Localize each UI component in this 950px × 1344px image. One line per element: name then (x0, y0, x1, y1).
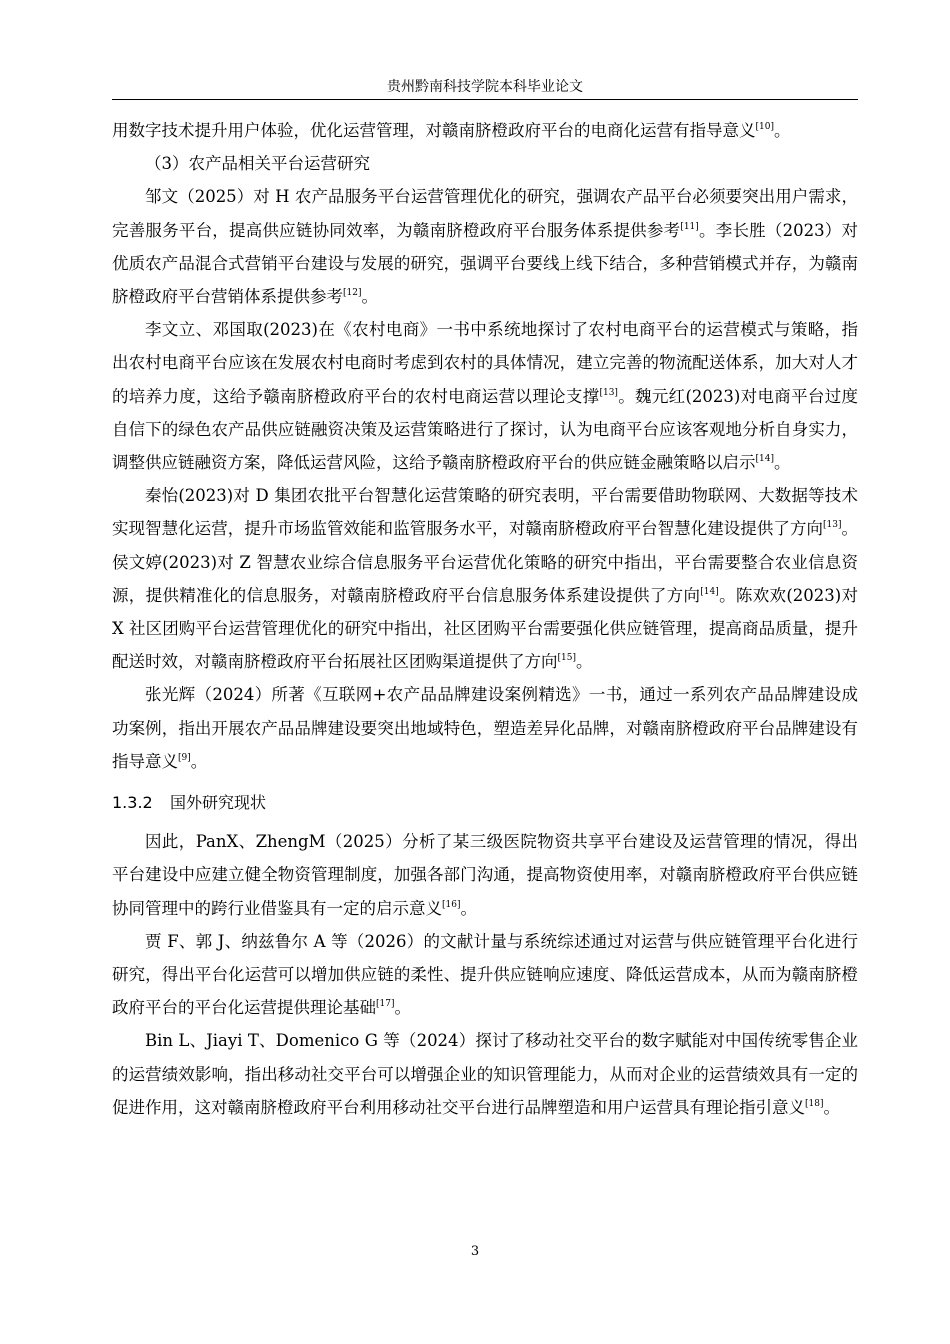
paragraph-panx: 因此，PanX、ZhengM（2025）分析了某三级医院物资共享平台建设及运营管理的情况，得出平台建设中应建立健全物资管理制度，加强各部门沟通，提高物资使用率，对赣南脐橙政府平台供应链协同管理中的跨行业借鉴具有一定的启示意义[16]。 (112, 832, 858, 918)
citation: [14] (755, 454, 774, 465)
paragraph-jiaf: 贾 F、郭 J、纳兹鲁尔 A 等（2026）的文献计量与系统综述通过对运营与供应链管理平台化进行研究，得出平台化运营可以增加供应链的柔性、提升供应链响应速度、降低运营成本，从而为赣南脐橙政府平台的平台化运营提供理论基础[17]。 (112, 931, 858, 1018)
page-number: 3 (470, 1244, 480, 1259)
paragraph-liwenli: 李文立、邓国取(2023)在《农村电商》一书中系统地探讨了农村电商平台的运营模式与策略，指出农村电商平台应该在发展农村电商时考虑到农村的具体情况，建立完善的物流配送体系，加大对人才的培养力度，这给予赣南脐橙政府平台的农村电商运营以理论支撑[13]。魏元红(2023)对电商平台过度自信下的绿色农产品供应链融资决策及运营策略进行了探讨，认为电商平台应该客观地分析自身实力，调整供应链融资方案，降低运营风险，这给予赣南脐橙政府平台的供应链金融策略以启示[14]。 (112, 320, 859, 473)
citation: [14] (700, 586, 719, 597)
citation: [10] (755, 122, 774, 132)
section-number: 1.3.2 (112, 793, 153, 813)
paragraph-qinyi: 秦怡(2023)对 D 集团农批平台智慧化运营策略的研究表明，平台需要借助物联网、大数据等技术实现智慧化运营，提升市场监管效能和监管服务水平，对赣南脐橙政府平台智慧化建设提供了方向[13]。侯文婷(2023)对 Z 智慧农业综合信息服务平台运营优化策略的研究中指出，平台需要整合农业信息资源，提供精准化的信息服务，对赣南脐橙政府平台信息服务体系建设提供了方向[14]。陈欢欢(2023)对 X 社区团购平台运营管理优化的研究中指出，社区团购平台需要强化供应链管理，提高商品质量，提升配送时效，对赣南脐橙政府平台拓展社区团购渠道提供了方向[15]。 (112, 486, 859, 672)
citation: [11] (680, 221, 699, 232)
body-text (112, 114, 858, 1124)
paragraph-binl: Bin L、Jiayi T、Domenico G 等（2024）探讨了移动社交平台的数字赋能对中国传统零售企业的运营绩效影响，指出移动社交平台可以增强企业的知识管理能力，从而对企业的运营绩效具有一定的促进作用，这对赣南脐橙政府平台利用移动社交平台进行品牌塑造和用户运营具有理论指引意义[18]。 (112, 1031, 858, 1117)
citation: [15] (557, 653, 576, 664)
section-heading (112, 778, 858, 825)
citation: [17] (376, 999, 395, 1010)
citation: [13] (822, 520, 842, 531)
citation: [16] (442, 899, 461, 910)
subheading-3: （3）农产品相关平台运营研究 (145, 154, 370, 174)
running-header: 贵州黔南科技学院本科毕业论文 (387, 79, 583, 95)
header-rule (112, 99, 858, 100)
paragraph-1: 用数字技术提升用户体验，优化运营管理，对赣南脐橙政府平台的电商化运营有指导意义[10]。 (112, 121, 791, 140)
paragraph-zhangguanghui: 张光辉（2024）所著《互联网+农产品品牌建设案例精选》一书，通过一系列农产品品牌建设成功案例，指出开展农产品品牌建设要突出地域特色，塑造差异化品牌，对赣南脐橙政府平台品牌建设有指导意义[9]。 (112, 685, 858, 771)
citation: [12] (343, 288, 362, 299)
citation: [13] (599, 387, 618, 398)
citation: [18] (805, 1098, 824, 1109)
paragraph-zouwen: 邹文（2025）对 H 农产品服务平台运营管理优化的研究，强调农产品平台必须要突出用户需求，完善服务平台，提高供应链协同效率，为赣南脐橙政府平台服务体系提供参考[11]。李长胜（2023）对优质农产品混合式营销平台建设与发展的研究，强调平台要线上线下结合，多种营销模式并存，为赣南脐橙政府平台营销体系提供参考[12]。 (112, 187, 859, 307)
citation: [9] (178, 752, 191, 763)
section-title: 国外研究现状 (170, 793, 267, 813)
